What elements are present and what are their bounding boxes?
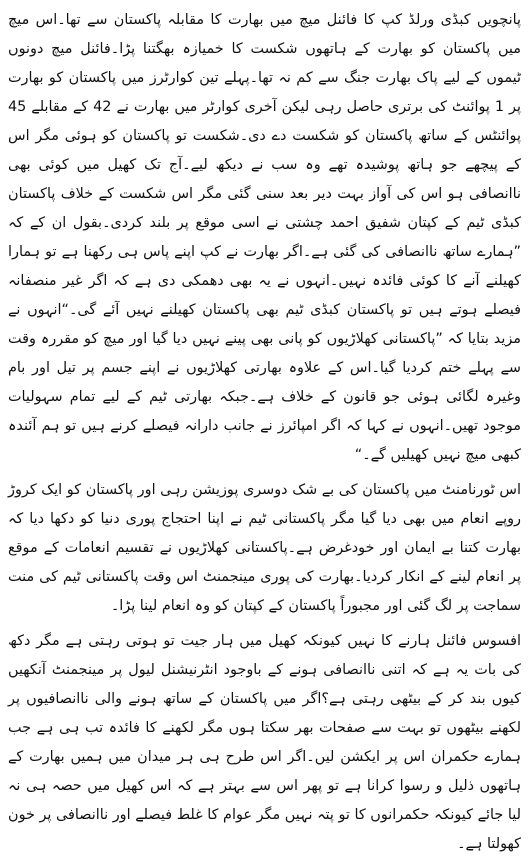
article-paragraph-2: اس ٹورنامنٹ میں پاکستان کی بے شک دوسری پوزیشن رہی اور پاکستان کو ایک کروڑ روپے انعام میں بھی دیا گیا مگر پاکستانی ٹیم نے اپنا احتجاج پوری دنیا کو دکھا دیا کہ بھارت کتنا بے ایمان اور خودغرض ہے۔پاکستانی کھلاڑیوں نے تقسیم انعامات کے موقع پر انعام لینے کے انکار کردیا۔بھارت کی پوری مینجمنٹ اس وقت پاکستانی ٹیم کی منت سماجت پر لگ گئی اور مجبوراً پاکستان کے کپتان کو وہ انعام لینا پڑا۔ — [8, 482, 521, 614]
article-paragraph-3: افسوس فائنل ہارنے کا نہیں کیونکہ کھیل میں ہار جیت تو ہوتی رہتی ہے مگر دکھ کی بات یہ ہے کہ اتنی ناانصافی ہونے کے باوجود انٹرنیشنل لیول پر مینجمنٹ آنکھیں کیوں بند کر کے بیٹھی رہتی ہے؟اگر میں پاکستان کے ساتھ ہونے والی ناانصافیوں پر لکھنے بیٹھوں تو بہت سے صفحات بھر سکتا ہوں مگر لکھنے کا فائدہ تب ہی ہے جب ہمارے حکمران اس پر ایکشن لیں۔اگر اس طرح ہی ہر میدان میں ہمیں بھارت کے ہاتھوں ذلیل و رسوا کرانا ہے تو پھر اس سے بہتر ہے کہ اس کھیل میں حصہ ہی نہ لیا جائے کیونکہ حکمرانوں کا تو پتہ نہیں مگر عوام کا غلط فیصلے اور ناانصافی پر خون کھولتا ہے۔ — [8, 633, 521, 852]
article-paragraph-1: پانچویں کبڈی ورلڈ کپ کا فائنل میچ میں بھارت کا مقابلہ پاکستان سے تھا۔اس میچ میں پاکستان کو بھارت کے ہاتھوں شکست کا خمیازہ بھگتنا پڑا۔فائنل میچ دونوں ٹیموں کے لیے پاک بھارت جنگ سے کم نہ تھا۔پہلے تین کوارٹرز میں پاکستان کو بھارت پر 1 پوائنٹ کی برتری حاصل رہی لیکن آخری کوارٹر میں بھارت نے 42 کے مقابلے 45 پوائنٹس کے ساتھ پاکستان کو شکست دے دی۔شکست تو پاکستان کو ہوئی مگر اس کے پیچھے جو ہاتھ پوشیدہ تھے وہ سب نے دیکھ لیے۔آج تک کھیل میں کوئی بھی ناانصافی ہو اس کی آواز بہت دیر بعد سنی گئی مگر اس شکست کے خلاف پاکستان کبڈی ٹیم کے کپتان شفیق احمد چشتی نے اسی موقع پر بلند کردی۔بقول ان کے کہ ”ہمارے ساتھ ناانصافی کی گئی ہے۔اگر بھارت نے کپ اپنے پاس ہی رکھنا ہے تو ہمارا کھیلنے آنے کا کوئی فائدہ نہیں۔انہوں نے یہ بھی دھمکی دی ہے کہ اگر غیر منصفانہ فیصلے ہوتے ہیں تو پاکستان کبڈی ٹیم بھی پاکستان کھیلنے نہیں آئے گی۔“انہوں نے مزید بتایا کہ ”پاکستانی کھلاڑیوں کو پانی بھی پینے نہیں دیا گیا اور میچ کو مقررہ وقت سے پہلے ختم کردیا گیا۔اس کے علاوہ بھارتی کھلاڑیوں نے اپنے جسم پر تیل اور بام وغیرہ لگائی ہوئی جو قانون کے خلاف ہے۔جبکہ بھارتی ٹیم کے لیے تمام سہولیات موجود تھیں۔انہوں نے کہا کہ اگر امپائرز نے جانب دارانہ فیصلے کرنے ہیں تو ہم آئندہ کبھی میچ نہیں کھیلیں گے۔“ — [8, 12, 521, 463]
